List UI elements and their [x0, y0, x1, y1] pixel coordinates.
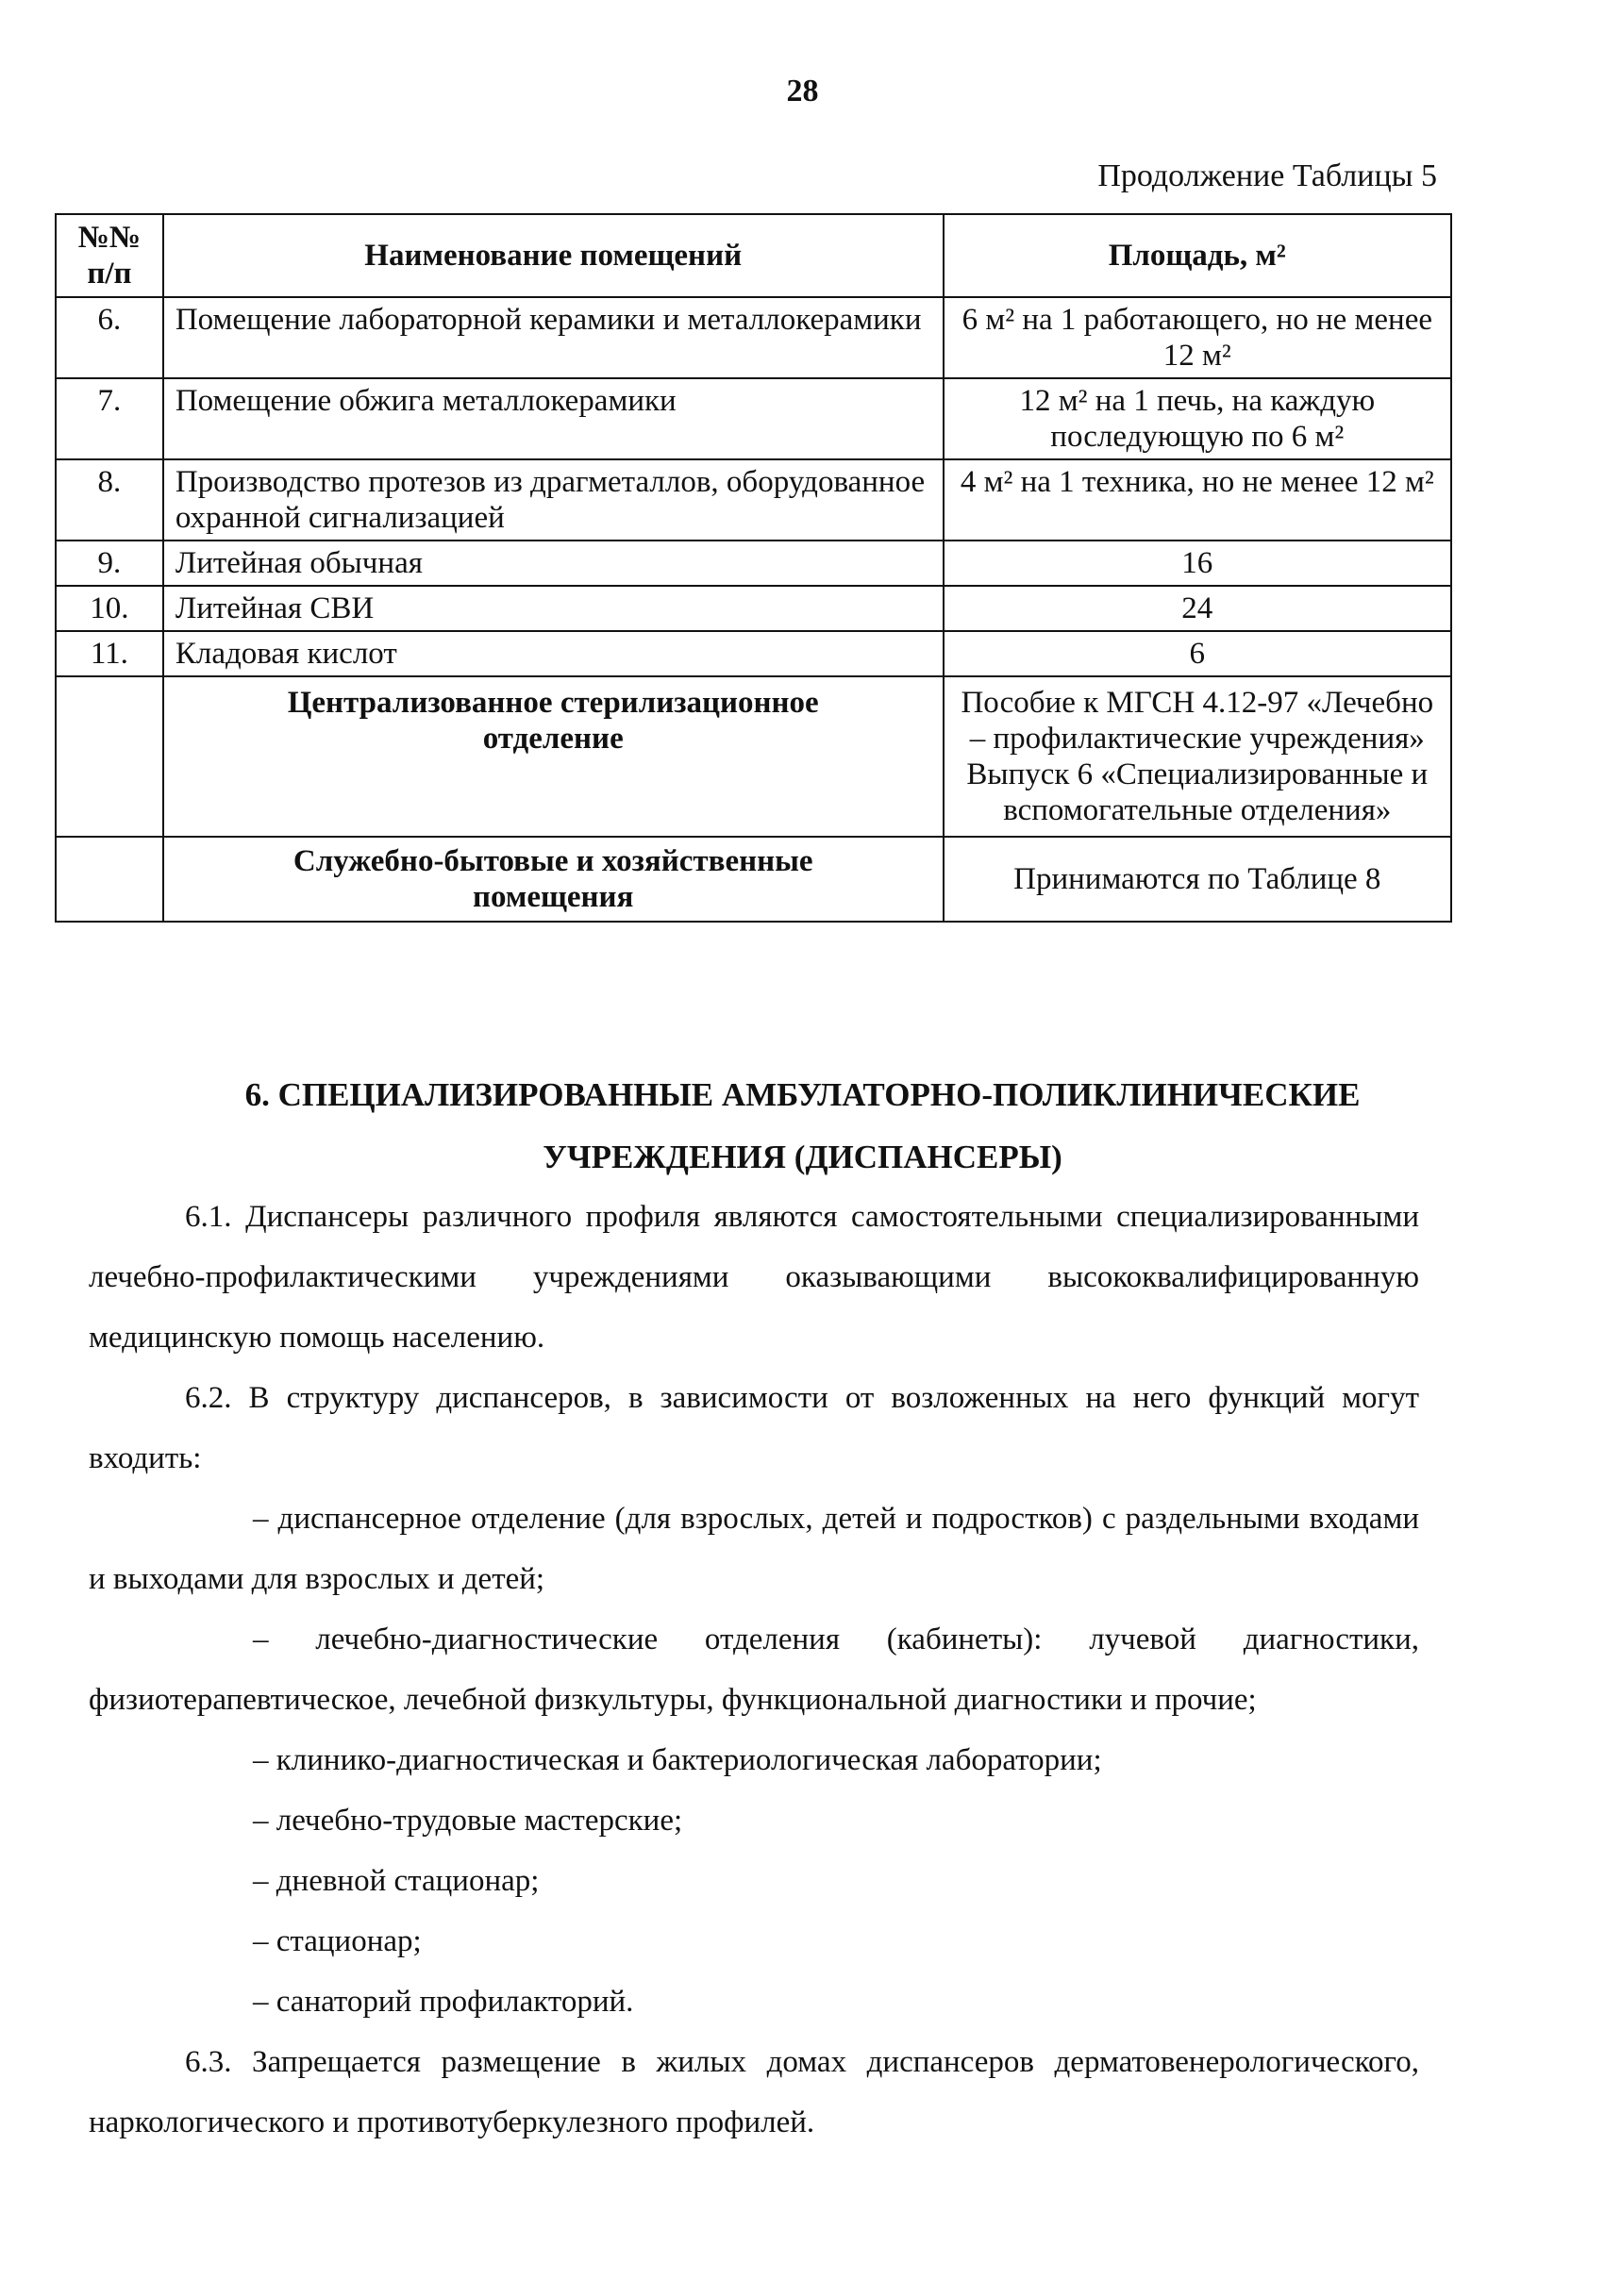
table-row	[56, 459, 1451, 541]
list-item: – клинико-диагностическая и бактериологическая лаборатории;	[253, 1743, 1102, 1777]
row-name: Литейная обычная	[163, 541, 944, 586]
row-num-empty	[56, 676, 163, 837]
table-section-row	[56, 837, 1451, 922]
row-name: Помещение лабораторной керамики и металлокерамики	[163, 297, 944, 378]
list-item: – диспансерное отделение (для взрослых, детей и подростков) с раздельными входами и выходами для взрослых и детей;	[89, 1502, 1419, 1596]
row-area: 16	[944, 541, 1451, 586]
row-name: Помещение обжига металлокерамики	[163, 378, 944, 459]
page-number: 28	[786, 74, 819, 108]
list-item: – лечебно-диагностические отделения (кабинеты): лучевой диагностики, физиотерапевтическое, лечебной физкультуры, функциональной диагностики и прочие;	[89, 1622, 1419, 1717]
header-name: Наименование помещений	[163, 214, 944, 297]
table-row	[56, 586, 1451, 631]
list-item: – санаторий профилакторий.	[253, 1985, 634, 2019]
row-num: 7.	[56, 378, 163, 459]
table-row	[56, 541, 1451, 586]
table-section-row	[56, 676, 1451, 837]
row-name: Литейная СВИ	[163, 586, 944, 631]
table-continuation-label: Продолжение Таблицы 5	[1097, 158, 1437, 193]
row-area: 4 м² на 1 техника, но не менее 12 м²	[944, 459, 1451, 541]
list-item: – стационар;	[253, 1924, 422, 1958]
section-heading-line2: УЧРЕЖДЕНИЯ (ДИСПАНСЕРЫ)	[543, 1139, 1062, 1175]
row-num: 8.	[56, 459, 163, 541]
row-num: 10.	[56, 586, 163, 631]
row-area: 6 м² на 1 работающего, но не менее 12 м²	[944, 297, 1451, 378]
section-row-area: Пособие к МГСН 4.12-97 «Лечебно – профилактические учреждения» Выпуск 6 «Специализированные и вспомогательные отделения»	[944, 676, 1451, 837]
row-num: 9.	[56, 541, 163, 586]
table-row	[56, 631, 1451, 676]
paragraph-6-2: 6.2. В структуру диспансеров, в зависимости от возложенных на него функций могут входить:	[89, 1381, 1419, 1475]
row-area: 24	[944, 586, 1451, 631]
rooms-table	[55, 213, 1452, 923]
section-heading-line1: 6. СПЕЦИАЛИЗИРОВАННЫЕ АМБУЛАТОРНО-ПОЛИКЛИНИЧЕСКИЕ	[244, 1076, 1361, 1113]
paragraph-6-1: 6.1. Диспансеры различного профиля являются самостоятельными специализированными лечебно-профилактическими учреждениями оказывающими высококвалифицированную медицинскую помощь населению.	[89, 1200, 1419, 1355]
header-num: №№ п/п	[56, 214, 163, 297]
row-area: 12 м² на 1 печь, на каждую последующую по 6 м²	[944, 378, 1451, 459]
table-header-row	[56, 214, 1451, 297]
table-row	[56, 297, 1451, 378]
row-num: 11.	[56, 631, 163, 676]
row-num-empty	[56, 837, 163, 922]
table-row	[56, 378, 1451, 459]
paragraph-6-3: 6.3. Запрещается размещение в жилых домах диспансеров дерматовенерологического, наркологического и противотуберкулезного профилей.	[89, 2045, 1419, 2139]
section-row-area: Принимаются по Таблице 8	[944, 837, 1451, 922]
section-row-name: Служебно-бытовые и хозяйственные помещения	[163, 837, 944, 922]
section-heading	[0, 1064, 1605, 1189]
header-area: Площадь, м²	[944, 214, 1451, 297]
row-num: 6.	[56, 297, 163, 378]
section-row-name: Централизованное стерилизационное отделение	[163, 676, 944, 837]
list-item: – дневной стационар;	[253, 1864, 540, 1898]
list-item: – лечебно-трудовые мастерские;	[253, 1804, 683, 1838]
row-name: Кладовая кислот	[163, 631, 944, 676]
row-area: 6	[944, 631, 1451, 676]
section-body	[89, 1187, 1419, 2153]
row-name: Производство протезов из драгметаллов, оборудованное охранной сигнализацией	[163, 459, 944, 541]
